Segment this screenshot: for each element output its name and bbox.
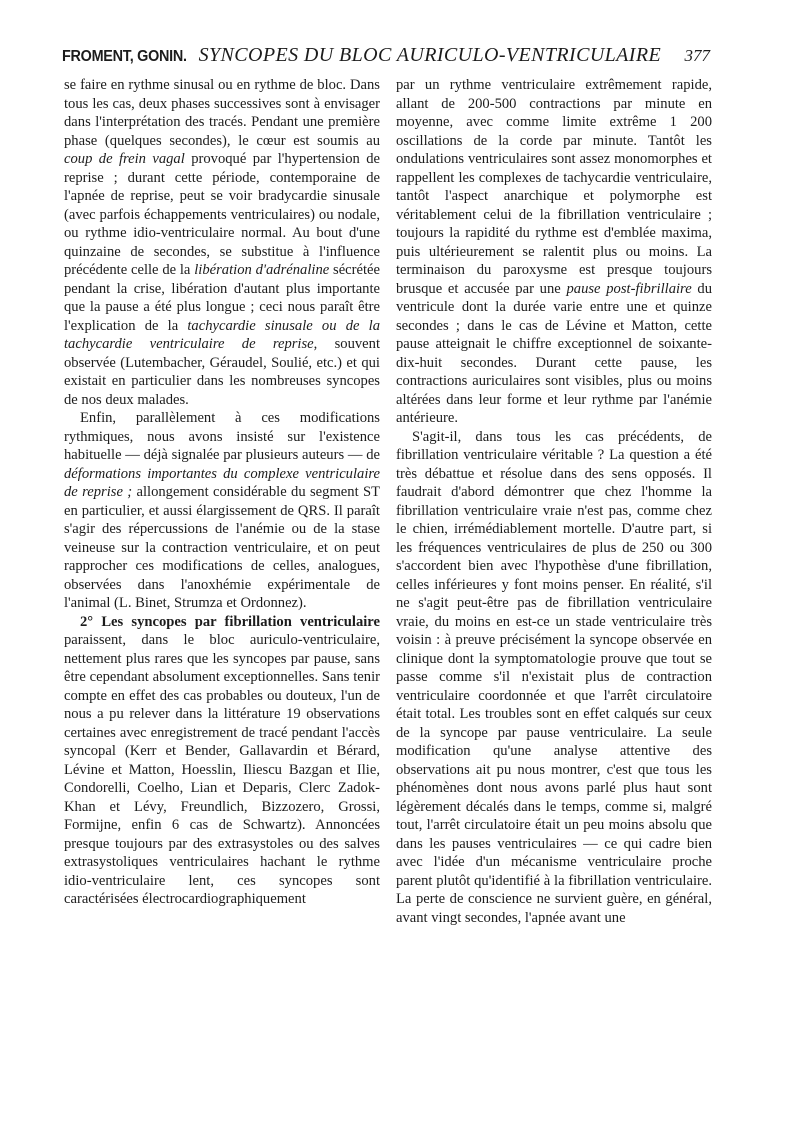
header-authors: FROMENT, GONIN.: [62, 48, 187, 65]
italic-term: pause post-fibrillaire: [566, 280, 692, 297]
italic-term: libération d'adrénaline: [194, 262, 330, 278]
right-column: [396, 76, 712, 927]
paragraph-rhythm-phases: se faire en rythme sinusal ou en rythme de bloc. Dans tous les cas, deux phases successives sont à envisager dans l'interprétation des tracés. Pendant une première phase (quelques secondes), le cœur est soumis au coup de frein vagal provoqué par l'hypertension de reprise ; durant cette période, contemporaine de l'apnée de reprise, peut se voir bradycardie sinusale (avec parfois échappements ventriculaires) ou nodale, ou rythme idio-ventriculaire normal. Au bout d'une quinzaine de secondes, se substitue à l'influence précédente celle de la libération d'adrénaline sécrétée pendant la crise, libération d'autant plus importante que la pause a été plus longue ; ceci nous paraît être l'explication de la tachycardie sinusale ou de la tachycardie ventriculaire de reprise, souvent observée (Lutembacher, Géraudel, Soulié, etc.) et qui existait en particulier dans les nombreuses syncopes de nos deux malades.: [64, 77, 381, 408]
left-column: [64, 76, 380, 909]
paragraph-deformations: Enfin, parallèlement à ces modifications rythmiques, nous avons insisté sur l'existence habituelle — déjà signalée par plusieurs auteurs — de déformations importantes du complexe ventriculaire de reprise ; allongement considérable du segment ST en particulier, et aussi élargissement de QRS. Il paraît s'agir des répercussions de l'anémie ou de la stase veineuse sur la contraction ventriculaire, et on peut rapprocher ces modifications de celles, analogues, observées dans l'anoxhémie expérimentale de l'animal (L. Binet, Strumza et Ordonnez).: [64, 410, 381, 611]
paragraph-ventricular-rhythm: par un rythme ventriculaire extrêmement rapide, allant de 200-500 contractions par minute en moyenne, avec comme limite extrême 1 200 oscillations de la corde par minute. Tantôt les ondulations ventriculaires sont assez monomorphes et rappellent les complexes de tachycardie ventriculaire, tantôt l'aspect anarchique et polymorphe est véritablement celui de la fibrillation ventriculaire ; toujours la rapidité du rythme est d'emblée maxima, puis ultérieurement se ralentit plus ou moins. La terminaison du paroxysme est presque toujours brusque et accusée par une pause post-fibrillaire du ventricule dont la durée varie entre une et quinze secondes ; dans le cas de Lévine et Matton, cette pause atteignait le chiffre exceptionnel de soixante-dix-huit secondes. Durant cette pause, les contractions auriculaires sont visibles, plus ou moins altérées dans leur forme et leur rythme par l'anémie antérieure.: [396, 77, 712, 426]
italic-term: tachycardie sinusale ou de la tachycardie ventriculaire de reprise: [64, 317, 380, 352]
running-header: [62, 44, 710, 72]
italic-term: déformations importantes du complexe ventriculaire de reprise ;: [64, 465, 380, 500]
paragraph-fibrillation-syncopes: 2° Les syncopes par fibrillation ventriculaire paraissent, dans le bloc auriculo-ventriculaire, nettement plus rares que les syncopes par pause, sans être cependant absolument exceptionnelles. Sans tenir compte en effet des cas probables ou douteux, l'un de nous a pu relever dans la littérature 19 observations certaines avec enregistrement de tracé pendant l'accès syncopal (Kerr et Bender, Gallavardin et Bérard, Lévine et Matton, Hoesslin, Iliescu Bazgan et Ilie, Condorelli, Coelho, Lian et Deparis, Clerc Zadok-Khan et Lévy, Freundlich, Bizzozero, Grossi, Formijne, enfin 6 cas de Schwartz). Annoncées presque toujours par des extrasystoles ou des salves extrasystoliques ventriculaires hachant le rythme idio-ventriculaire lent, ces syncopes sont caractérisées électrocardiographiquement: [64, 613, 380, 907]
page-number: 377: [684, 46, 710, 65]
italic-term: coup de frein vagal: [64, 151, 185, 167]
paragraph-true-fibrillation: S'agit-il, dans tous les cas précédents, de fibrillation ventriculaire véritable ? La question a été très débattue et résolue dans des sens opposés. Il faudrait d'abord démontrer que chez l'homme la fibrillation ventriculaire vraie n'est pas, comme chez le chien, irrémédiablement mortelle. D'autre part, si les fréquences ventriculaires de plus de 250 ou 300 s'accordent bien avec l'hypothèse d'une fibrillation, celles inférieures y font moins penser. En réalité, s'il ne s'agit peut-être pas de fibrillation ventriculaire vraie, du moins en est-ce un stade ventriculaire très voisin : à preuve précisément la syncope observée en clinique dont la symptomatologie prouve que tout se passe comme s'il n'existait plus de contraction ventriculaire coordonnée et que l'arrêt circulatoire était total. Les troubles sont en effet calqués sur ceux de la syncope par pause ventriculaire. La seule modification qu'une analyse attentive des observations ait pu nous montrer, c'est que tous les phénomènes dont nous avons parlé plus haut sont légèrement décalés dans le temps, comme si, malgré tout, l'arrêt circulatoire était un peu moins absolu que dans les pauses ventriculaires — ce qui cadre bien avec l'idée d'un mécanisme ventriculaire proche parent plutôt qu'identifié à la fibrillation ventriculaire. La perte de conscience ne survient guère, en général, avant vingt secondes, l'apnée avant une: [396, 428, 712, 926]
header-title: SYNCOPES DU BLOC AURICULO-VENTRICULAIRE: [198, 44, 662, 66]
section-heading: 2° Les syncopes par fibrillation ventriculaire: [80, 613, 380, 630]
